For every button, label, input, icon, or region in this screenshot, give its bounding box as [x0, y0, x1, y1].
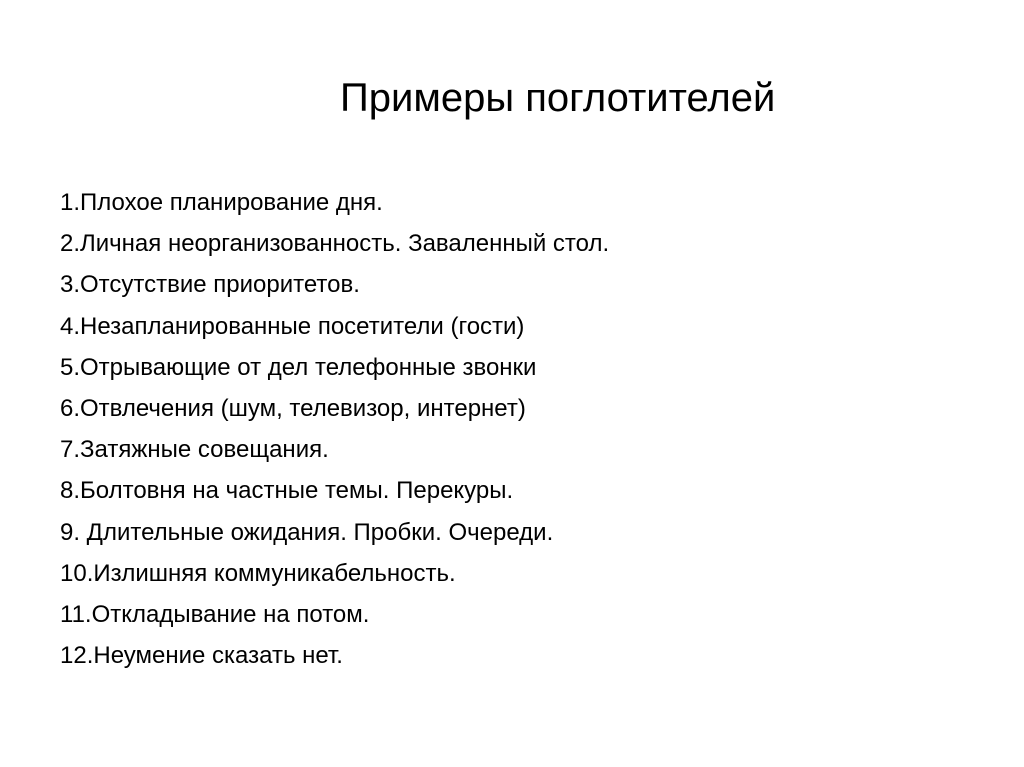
- list-item: 8.Болтовня на частные темы. Перекуры.: [60, 477, 514, 505]
- list-item: 4.Незапланированные посетители (гости): [60, 312, 525, 340]
- slide-title: Примеры поглотителей: [340, 76, 776, 120]
- list-item: 5.Отрывающие от дел телефонные звонки: [60, 353, 537, 381]
- list-item: 3.Отсутствие приоритетов.: [60, 271, 360, 299]
- list-item: 10.Излишняя коммуникабельность.: [60, 559, 456, 587]
- list-item: 9. Длительные ожидания. Пробки. Очереди.: [60, 518, 554, 546]
- list-item: 2.Личная неорганизованность. Заваленный стол.: [60, 230, 610, 258]
- list-item: 1.Плохое планирование дня.: [60, 189, 383, 216]
- absorbers-list: [60, 182, 609, 676]
- list-item: 11.Откладывание на потом.: [60, 600, 370, 628]
- list-item: 12.Неумение сказать нет.: [60, 642, 343, 670]
- list-item: 6.Отвлечения (шум, телевизор, интернет): [60, 394, 526, 422]
- list-item: 7.Затяжные совещания.: [60, 436, 329, 464]
